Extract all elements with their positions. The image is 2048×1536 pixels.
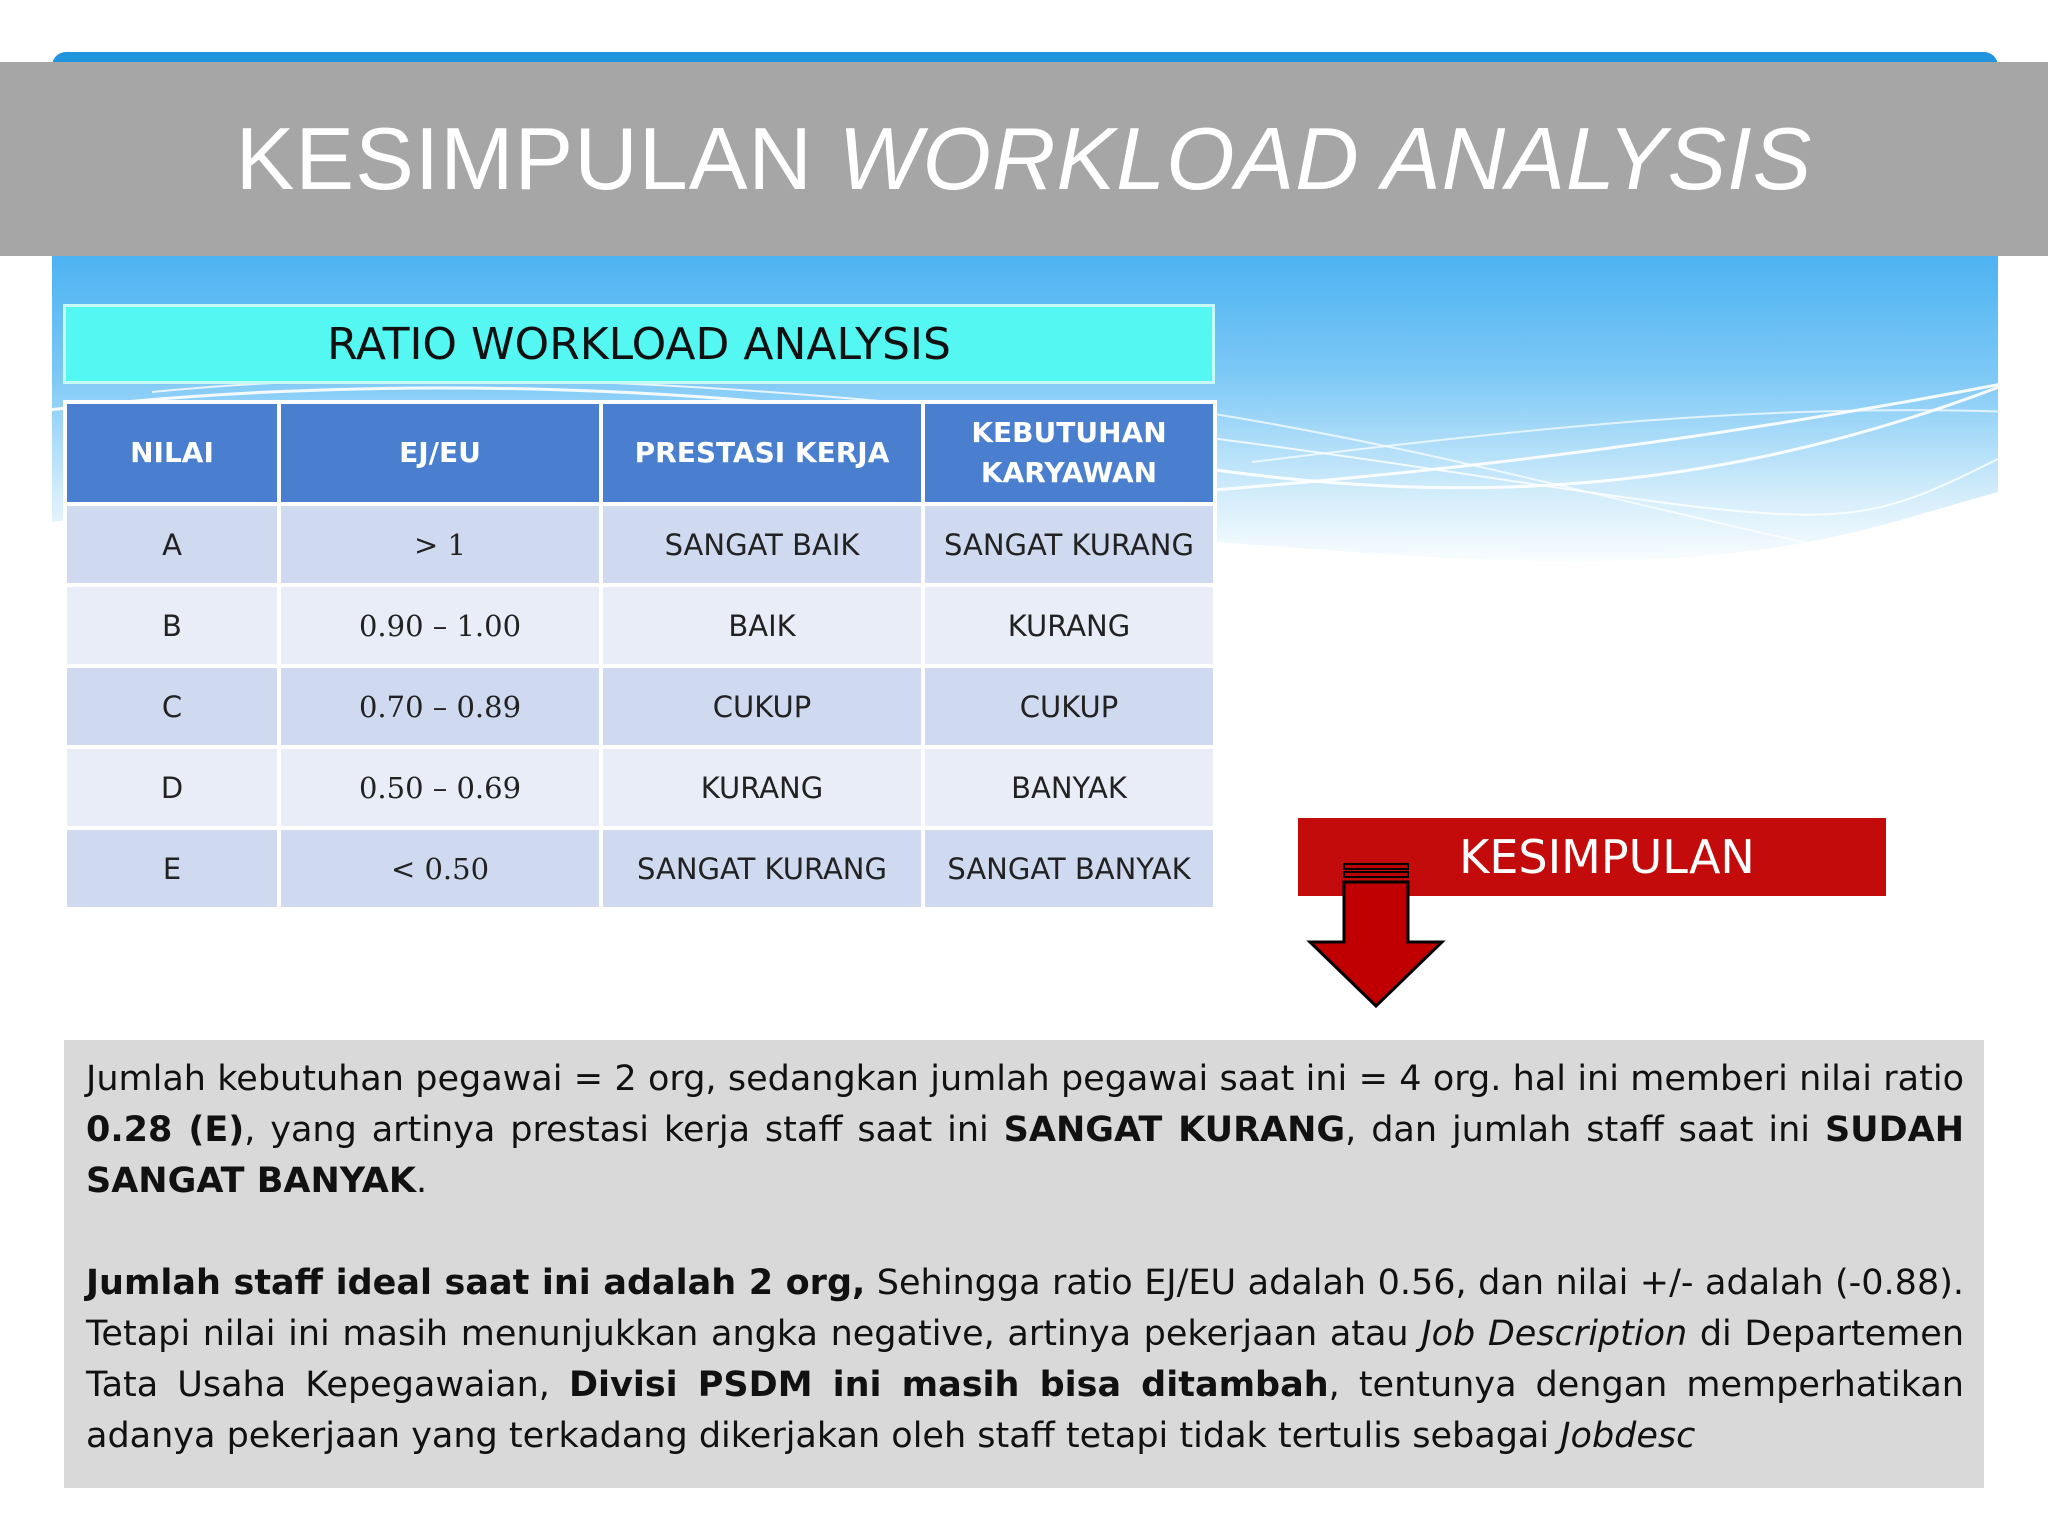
cell-prestasi: SANGAT BAIK	[601, 504, 923, 585]
ratio-table	[63, 400, 1217, 911]
cell-ej-eu: 0.70 – 0.89	[279, 666, 601, 747]
conclusion-paragraph-2: Jumlah staff ideal saat ini adalah 2 org, Sehingga ratio EJ/EU adalah 0.56, dan nilai +/- adalah (-0.88). Tetapi nilai ini masih menunjukkan angka negative, artinya pekerjaan atau Job Description di Departemen Tata Usaha Kepegawaian, Divisi PSDM ini masih bisa ditambah, tentunya dengan memperhatikan adanya pekerjaan yang terkadang dikerjakan oleh staff tetapi tidak tertulis sebagai Jobdesc	[86, 1263, 1965, 1456]
cell-nilai: C	[65, 666, 279, 747]
column-header-kebutuhan-karyawan: KEBUTUHAN KARYAWAN	[923, 402, 1215, 504]
column-header-prestasi-kerja: PRESTASI KERJA	[601, 402, 923, 504]
cell-kebutuhan: CUKUP	[923, 666, 1215, 747]
slide-title: KESIMPULAN WORKLOAD ANALYSIS	[235, 109, 1813, 208]
table-header-row	[65, 402, 1215, 504]
cell-prestasi: SANGAT KURANG	[601, 828, 923, 909]
cell-nilai: B	[65, 585, 279, 666]
title-bar	[0, 62, 2048, 256]
cell-nilai: A	[65, 504, 279, 585]
cell-kebutuhan: KURANG	[923, 585, 1215, 666]
cell-prestasi: KURANG	[601, 747, 923, 828]
cell-prestasi: BAIK	[601, 585, 923, 666]
cell-prestasi: CUKUP	[601, 666, 923, 747]
table-row	[65, 747, 1215, 828]
cell-ej-eu: > 1	[279, 504, 601, 585]
cell-ej-eu: 0.90 – 1.00	[279, 585, 601, 666]
conclusion-text-box	[64, 1040, 1984, 1488]
cell-kebutuhan: SANGAT BANYAK	[923, 828, 1215, 909]
column-header-ej-eu: EJ/EU	[279, 402, 601, 504]
table-row	[65, 828, 1215, 909]
kesimpulan-label: KESIMPULAN	[1459, 830, 1755, 884]
cell-ej-eu: 0.50 – 0.69	[279, 747, 601, 828]
cell-kebutuhan: SANGAT KURANG	[923, 504, 1215, 585]
cell-ej-eu: < 0.50	[279, 828, 601, 909]
cell-nilai: E	[65, 828, 279, 909]
cell-kebutuhan: BANYAK	[923, 747, 1215, 828]
ratio-table-heading: RATIO WORKLOAD ANALYSIS	[63, 304, 1215, 384]
table-row	[65, 504, 1215, 585]
table-row	[65, 585, 1215, 666]
arrow-down-icon	[1306, 862, 1454, 1010]
conclusion-paragraph-1: Jumlah kebutuhan pegawai = 2 org, sedangkan jumlah pegawai saat ini = 4 org. hal ini memberi nilai ratio 0.28 (E), yang artinya prestasi kerja staff saat ini SANGAT KURANG, dan jumlah staff saat ini SUDAH SANGAT BANYAK.	[86, 1059, 1964, 1201]
column-header-nilai: NILAI	[65, 402, 279, 504]
table-row	[65, 666, 1215, 747]
cell-nilai: D	[65, 747, 279, 828]
